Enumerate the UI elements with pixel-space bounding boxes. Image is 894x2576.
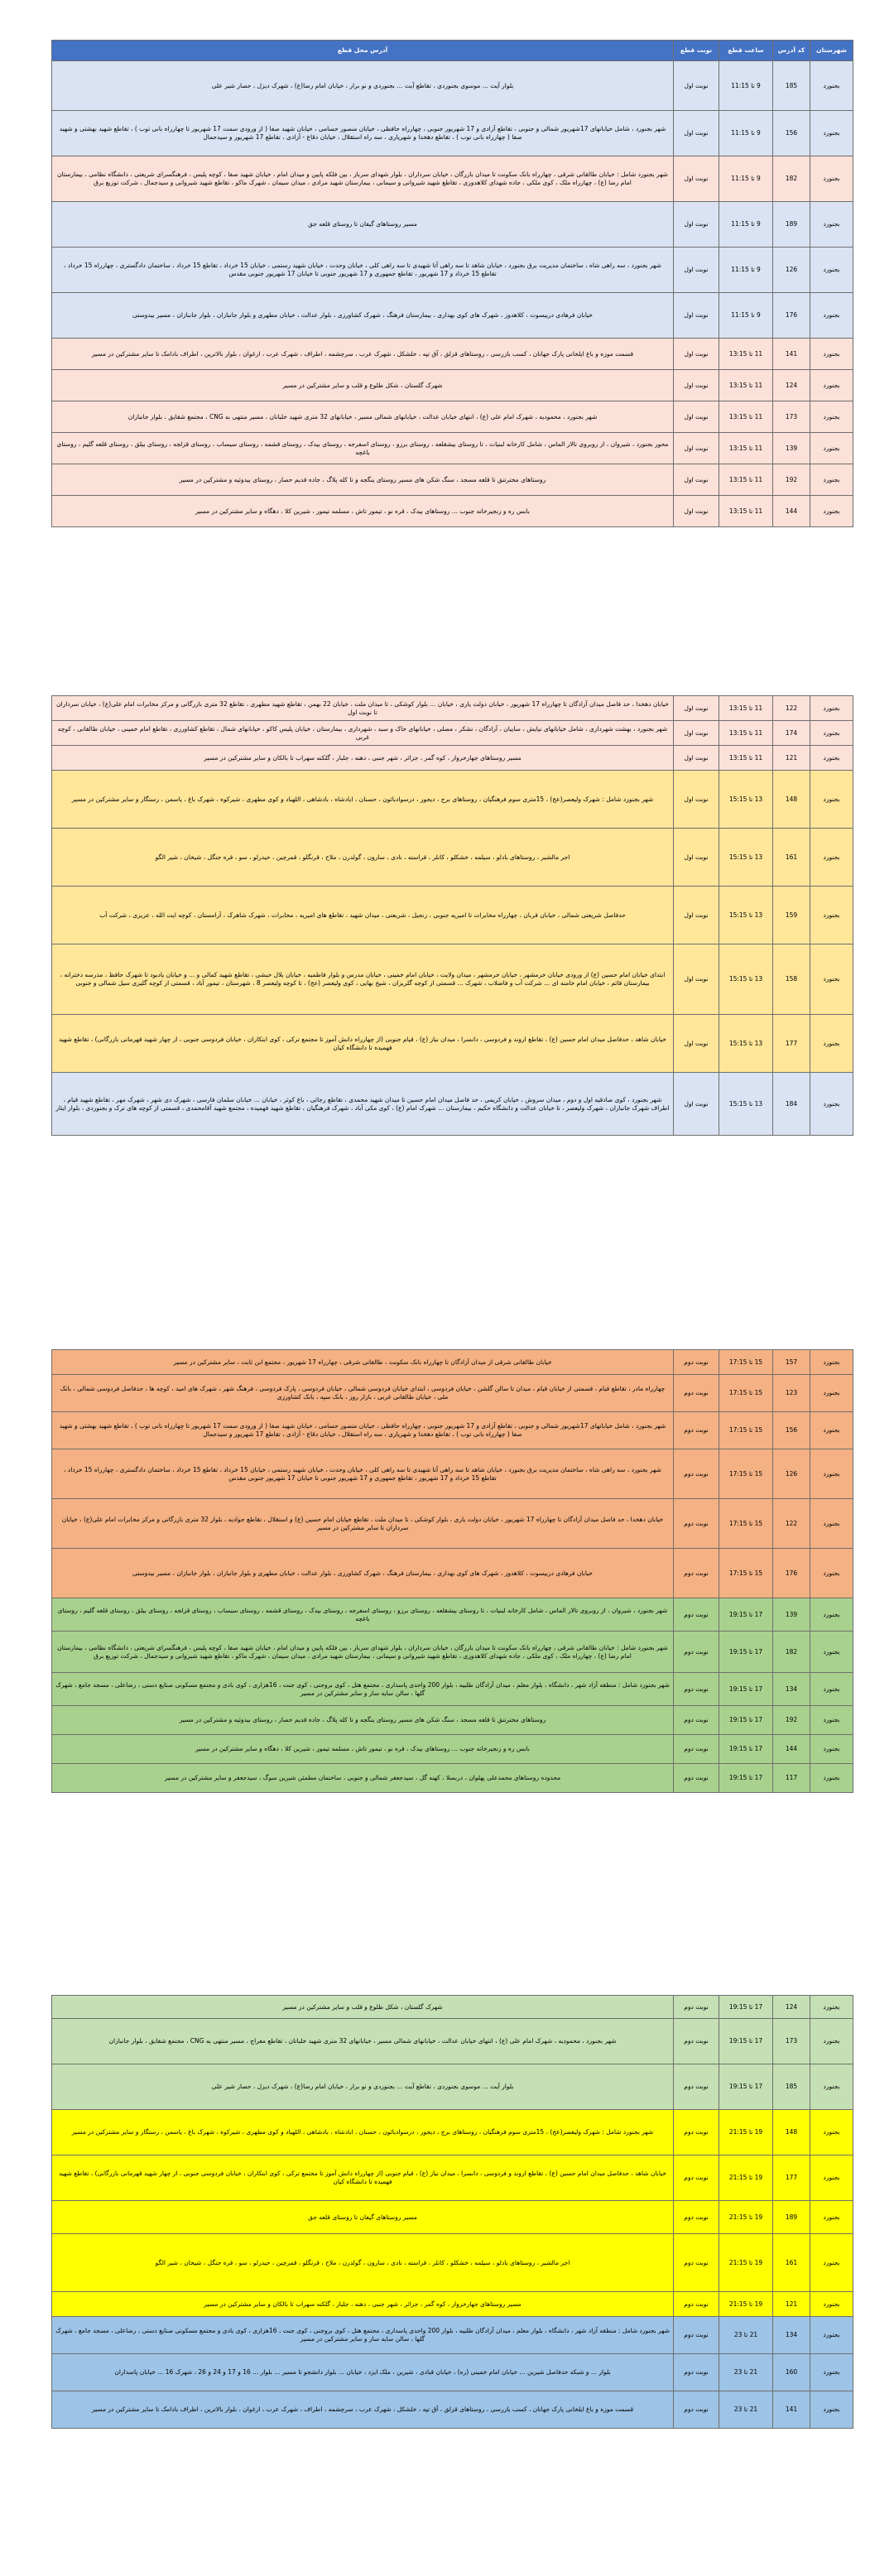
cell-city: بجنورد [810, 2292, 853, 2317]
cell-city: بجنورد [810, 2354, 853, 2391]
cell-turn: نوبت دوم [674, 2391, 719, 2429]
cell-turn: نوبت اول [674, 202, 719, 248]
cell-address: بابس ره و زنجیرخانه جنوب ... روستاهای بیدک ، قره نو ، تیمور تاش ، مسلمه تیمور ، شیرین کلا ، دهگاه و سایر مشترکین در مسیر [52, 1735, 674, 1764]
cell-address: مسیر روستاهای گیفان تا روستای قلعه جق [52, 2201, 674, 2234]
cell-city: بجنورد [810, 1073, 853, 1136]
cell-code: 185 [773, 61, 810, 111]
cell-city: بجنورد [810, 696, 853, 721]
cell-city: بجنورد [810, 1412, 853, 1449]
cell-address: شهر بجنورد شامل : شهرک ولیعصر(عج) ، 15متری سوم فرهنگیان ، روستاهای برج ، دیجور ، درسوادبائون ، حسنان ، ابادشاه ، بادشاهی ، اللهباد و کوی مطهری ، شیرکوه ، شهرک باغ ، یاسمن ، رستگار و سایر مشترکین در مسیر [52, 771, 674, 829]
table-row [52, 1350, 853, 1375]
cell-city: بجنورد [810, 1673, 853, 1706]
cell-time: 21 تا 23 [719, 2391, 773, 2429]
table-row [52, 829, 853, 887]
cell-city: بجنورد [810, 496, 853, 527]
cell-turn: نوبت دوم [674, 2234, 719, 2292]
cell-city: بجنورد [810, 156, 853, 202]
cell-code: 144 [773, 496, 810, 527]
cell-address: شهر بجنورد شامل : خیابان طالقانی شرقی ، چهارراه بانک سکونت تا میدان بازرگان ، خیابان سرداران ، بلوار شهدای سرباز ، بین فلکه پایین و میدان امام ، خیابان شهید صفا ، کوچه پلیس ، فرهنگسرای شریعتی ، دانشگاه نظامی ، بیمارستان امام رضا (ع) ، چهارراه ملک ، کوی ملکی ، جاده شهدای کلاهدوزی ، تقاطع شهید شیروانی و سیمانی ، بیمارستان شهید مرادی ، میدان سیمان ، شهرک ماکو ، تقاطع شهید شیروانی و سیدجمال ، شرکت توزیع برق [52, 156, 674, 202]
table-header-row [52, 41, 853, 61]
cell-turn: نوبت دوم [674, 2064, 719, 2110]
cell-turn: نوبت دوم [674, 1375, 719, 1412]
cell-address: خیابان فرهادی دربیسوت ، کلاهدوز ، شهرک های کوی بهداری ، بیمارستان فرهنگ ، شهرک کشاورزی ، بلوار عدالت ، خیابان مطهری و بلوار جانبازان ، بلوار جانبازان ، مسیر بیدوستی [52, 293, 674, 339]
cell-turn: نوبت دوم [674, 2019, 719, 2064]
table-row [52, 111, 853, 156]
cell-address: مسیر روستاهای جهارخروار ، کوه گمر ، جزائر ، شهر جنبی ، دهنه ، جلبار ، گلکنه سهراب تا بالکان و سایر مشترکین در مسیر [52, 2292, 674, 2317]
cell-address: مسیر روستاهای جهارخروار ، کوه گمر ، جزائر ، شهر جنبی ، دهنه ، جلبار ، گلکنه سهراب تا بالکان و سایر مشترکین در مسیر [52, 746, 674, 771]
table-row [52, 2064, 853, 2110]
cell-turn: نوبت اول [674, 370, 719, 401]
cell-address: شهر بجنورد ، سه راهی شاه ، ساختمان مدیریت برق بجنورد ، خیابان شاهد تا سه راهی آتا شهیدی تا سه راهی کلی ، خیابان وحدت ، خیابان شهید رستمی ، خیابان 15 خرداد ، تقاطع 15 خرداد ، ساختمان دادگستری ، چهارراه 15 خرداد ، تقاطع 15 خرداد و 17 شهریور ، تقاطع جمهوری و 17 شهریور جنوبی تا خیابان 17 شهریور جنوبی مقدس [52, 248, 674, 293]
cell-time: 17 تا 19:15 [719, 1673, 773, 1706]
cell-address: ابتدای خیابان امام حسین (ع) از ورودی خیابان خرمشهر ، خیابان خرمشهر ، میدان ولایت ، خیابان امام خمینی ، خیابان مدرس و بلوار فاطمیه ، خیابان بلال حبشی ، تقاطع شهید کمالی و ... و خیابان یادبود تا شهرک حافظ ، مدرسه دخترانه ، بیمارستان قائم ، خیابان امام خامنه ای ... شرکت آب و فاضلاب ، شهرک ... قسمتی از کوچه گلریزان ، شیخ بهایی ، کوی ولیعصر (عج) ، تا کوچه ولیعصر 8 ، شهرستان ، تیمور آباد ، قسمتی از کوچه گلیزی سیل شمالی و جنوبی [52, 944, 674, 1015]
cell-city: بجنورد [810, 202, 853, 248]
cell-turn: نوبت اول [674, 829, 719, 887]
table-row [52, 1996, 853, 2019]
cell-time: 15 تا 17:15 [719, 1412, 773, 1449]
cell-time: 19 تا 21:15 [719, 2201, 773, 2234]
table-row [52, 2155, 853, 2201]
cell-time: 11 تا 13:15 [719, 339, 773, 370]
table-row [52, 2019, 853, 2064]
cell-code: 177 [773, 2155, 810, 2201]
outage-table [51, 695, 853, 1136]
table-row [52, 401, 853, 433]
cell-address: محدوده روستاهای محمدعلی پهلوان ، دربسلا ، کهنه گل ، سیدجعفر شمالی و جنوبی ، ساختمان مطمئن شیرین سوگ ، سیدجعفر و سایر مشترکین در مسیر [52, 1764, 674, 1793]
cell-time: 17 تا 19:15 [719, 1764, 773, 1793]
cell-address: شهر بجنورد ، شامل خیابانهای 17شهریور شمالی و جنوبی ، تقاطع آزادی و 17 شهریور جنوبی ، چهارراه حافظی ، خیابان منصور حسامی ، خیابان شهید صفا ( از ورودی سمت 17 شهریور تا چهارراه بانی توب ) ، تقاطع شهید بهشتی و شهید صفا ( چهارراه بانی توب ) ، تقاطع دهخدا و شهریاری ، سه راه استقلال ، خیابان دقاع - آزادی ، تقاطع 17 شهریور و سیدجمال [52, 1412, 674, 1449]
cell-city: بجنورد [810, 1735, 853, 1764]
cell-city: بجنورد [810, 401, 853, 433]
cell-address: بلوار آیت ... موسوی بجنوردی ، تقاطع آیت ... بجنوردی و نو برار ، خیابان امام رضا(ع) ، شهرک دیزل ، حصار شیر علی [52, 61, 674, 111]
cell-city: بجنورد [810, 2317, 853, 2354]
cell-time: 13 تا 15:15 [719, 1015, 773, 1073]
cell-code: 173 [773, 2019, 810, 2064]
cell-turn: نوبت دوم [674, 1412, 719, 1449]
cell-city: بجنورد [810, 1015, 853, 1073]
table-row [52, 464, 853, 496]
table-row [52, 721, 853, 746]
cell-address: شهر بجنورد شامل : خیابان طالقانی شرقی ، چهارراه بانک سکونت تا میدان بازرگان ، خیابان سرداران ، بلوار شهدای سرباز ، بین فلکه پایین و میدان امام ، خیابان شهید صفا ، کوچه پلیس ، فرهنگسرای شریعتی ، دانشگاه نظامی ، بیمارستان امام رضا (ع) ، چهارراه ملک ، کوی ملکی ، جاده شهدای کلاهدوزی ، تقاطع شهید شیروانی و سیمانی ، بیمارستان شهید مرادی ، میدان سیمان ، شهرک ماکو ، تقاطع شهید شیروانی و سیدجمال ، شرکت توزیع برق [52, 1632, 674, 1673]
cell-code: 148 [773, 2110, 810, 2155]
table-row [52, 1375, 853, 1412]
cell-city: بجنورد [810, 771, 853, 829]
table-row [52, 1764, 853, 1793]
cell-address: خیابان دهخدا ، حد فاصل میدان آزادگان تا چهارراه 17 شهریور ، خیابان دولت یاری ، بلوار کوشکی ، تا میدان ملت ، تقاطع خیابان امام حسین (ع) و استقلال ، تقاطع جوادیه ، بلوار 32 متری بازرگانی و مرکز مخابرات امام علی(ع) ، خیابان سرداران تا سایر مشترکین در مسیر [52, 1499, 674, 1549]
cell-turn: نوبت اول [674, 433, 719, 464]
cell-code: 121 [773, 2292, 810, 2317]
cell-code: 173 [773, 401, 810, 433]
cell-address: محور بجنورد ، شیروان ، از روبروی تالار الماس ، شامل کارخانه لبنیات ، تا روستای بیشقلعه ، روستای برزو ، روستای اسفرجه ، روستای بیدک ، روستای قشمه ، روستای سیساب ، روستای قزلجه ، روستای بیلق ، روستای قلعه گلیم ، روستای باغچه [52, 433, 674, 464]
table-row [52, 1499, 853, 1549]
cell-time: 9 تا 11:15 [719, 293, 773, 339]
table-row [52, 202, 853, 248]
cell-turn: نوبت اول [674, 1015, 719, 1073]
cell-turn: نوبت اول [674, 339, 719, 370]
cell-code: 141 [773, 339, 810, 370]
cell-time: 11 تا 13:15 [719, 496, 773, 527]
table-row [52, 696, 853, 721]
cell-code: 189 [773, 2201, 810, 2234]
cell-time: 15 تا 17:15 [719, 1499, 773, 1549]
cell-time: 17 تا 19:15 [719, 1996, 773, 2019]
cell-city: بجنورد [810, 1706, 853, 1735]
cell-code: 182 [773, 1632, 810, 1673]
cell-city: بجنورد [810, 2391, 853, 2429]
cell-address: خیابان طالقانی شرقی از میدان آزادگان تا چهارراه بانک سکونت ، طالقانی شرقی ، چهارراه 17 شهریور ، مجتمع ابن ثابت ، سایر مشترکین در مسیر [52, 1350, 674, 1375]
cell-code: 161 [773, 2234, 810, 2292]
table-row [52, 1015, 853, 1073]
cell-code: 192 [773, 1706, 810, 1735]
cell-code: 192 [773, 464, 810, 496]
cell-time: 17 تا 19:15 [719, 1632, 773, 1673]
cell-code: 184 [773, 1073, 810, 1136]
cell-city: بجنورد [810, 721, 853, 746]
cell-code: 122 [773, 696, 810, 721]
table-row [52, 887, 853, 944]
header-address: آدرس محل قطع [52, 41, 674, 61]
cell-city: بجنورد [810, 433, 853, 464]
cell-code: 148 [773, 771, 810, 829]
cell-turn: نوبت اول [674, 248, 719, 293]
cell-time: 11 تا 13:15 [719, 433, 773, 464]
cell-city: بجنورد [810, 293, 853, 339]
cell-time: 11 تا 13:15 [719, 370, 773, 401]
table-row [52, 1735, 853, 1764]
table-row [52, 156, 853, 202]
cell-time: 17 تا 19:15 [719, 1706, 773, 1735]
cell-code: 123 [773, 1375, 810, 1412]
cell-city: بجنورد [810, 1449, 853, 1499]
cell-code: 176 [773, 1549, 810, 1598]
cell-address: روستاهای مخترتنق تا قلعه مسجد ، سنگ شکن های مسیر روستای ینگجه و تا کله پلاگ ، جاده قدیم حصار ، روستای بیدوئیه و مشترکین در مسیر [52, 464, 674, 496]
cell-address: اجر مالشیر ، روستاهای بادلو ، سیلمه ، خشکلو ، کانلر ، قراسته ، نادی ، سارون ، گولدرن ، ملاح ، قرنگلو ، قمرچین ، حیدرلو ، سو ، قره جنگل ، شیخان ، شیر الگو [52, 829, 674, 887]
cell-code: 139 [773, 1598, 810, 1632]
cell-time: 11 تا 13:15 [719, 464, 773, 496]
cell-time: 9 تا 11:15 [719, 202, 773, 248]
cell-code: 185 [773, 2064, 810, 2110]
cell-time: 17 تا 19:15 [719, 1598, 773, 1632]
cell-time: 13 تا 15:15 [719, 944, 773, 1015]
cell-code: 176 [773, 293, 810, 339]
cell-turn: نوبت اول [674, 293, 719, 339]
cell-city: بجنورد [810, 887, 853, 944]
cell-turn: نوبت دوم [674, 2201, 719, 2234]
cell-address: شهر بجنورد ، بهشت شهرداری ، شامل خیابانهای نیایش ، سایبان ، آزادگان ، تشکر ، مصلی ، خیابانهای خاک و سبد ، شهرداری ، بیمارستان ، خیابان پلیس کاکو ، خیابانهای شمال ، تقاطع کشاورزی ، تقاطع امام خمینی ، خیابان طالقانی ، کوچه غربی [52, 721, 674, 746]
cell-code: 134 [773, 2317, 810, 2354]
cell-city: بجنورد [810, 2155, 853, 2201]
cell-turn: نوبت اول [674, 887, 719, 944]
cell-code: 144 [773, 1735, 810, 1764]
cell-turn: نوبت دوم [674, 1764, 719, 1793]
cell-city: بجنورد [810, 1632, 853, 1673]
cell-city: بجنورد [810, 1764, 853, 1793]
cell-time: 15 تا 17:15 [719, 1375, 773, 1412]
cell-code: 177 [773, 1015, 810, 1073]
cell-time: 11 تا 13:15 [719, 721, 773, 746]
cell-address: شهر بجنورد ، کوی صادقیه اول و دوم ، میدان سروش ، خیابان کریمی ، حد فاصل میدان امام حسین تا میدان شهید محمدی ، تقاطع رجائی ، باغ کوثر ، خیابان ... خیابان سلمان فارسی ، شهرک دی شهر ، شهرک مهر ، تقاطع شهید قیام ، اطراف شهرک جانبازان ، شهرک ولیعصر ، تا خیابان عدالت و دانشگاه حکیم ، بیمارستان ... شهرک امام (ع) ، کوی مکی آباد ، شهرک فرهنگیان ، تقاطع شهید فهمیده ، مجتمع شهید آقامحمدی ، قسمتی از کوچه های ترک و بجنوردی ، بلوار ایثار [52, 1073, 674, 1136]
cell-time: 15 تا 17:15 [719, 1350, 773, 1375]
cell-address: قسمت موزه و باغ ایلخانی پارک جهانان ، کسب بازرسی ، روستاهای قزلق ، آق تپه ، خلشکل ، شهرک عرب ، سرچشمه ، اطراف ، شهرک عرب ، ارغوان ، بلوار بالاترین ، اطراف بادامک تا سایر مشترکین در مسیر [52, 2391, 674, 2429]
cell-turn: نوبت دوم [674, 2354, 719, 2391]
cell-city: بجنورد [810, 1499, 853, 1549]
cell-turn: نوبت دوم [674, 1350, 719, 1375]
table-row [52, 61, 853, 111]
cell-time: 15 تا 17:15 [719, 1449, 773, 1499]
cell-code: 189 [773, 202, 810, 248]
cell-city: بجنورد [810, 1375, 853, 1412]
cell-address: شهرک گلستان ، شکل طلوع و قلب و سایر مشترکین در مسیر [52, 1996, 674, 2019]
cell-code: 124 [773, 370, 810, 401]
table-row [52, 2317, 853, 2354]
cell-address: شهرک گلستان ، شکل طلوع و قلب و سایر مشترکین در مسیر [52, 370, 674, 401]
cell-turn: نوبت اول [674, 401, 719, 433]
cell-city: بجنورد [810, 829, 853, 887]
table-row [52, 2354, 853, 2391]
cell-city: بجنورد [810, 248, 853, 293]
table-row [52, 1073, 853, 1136]
cell-code: 126 [773, 1449, 810, 1499]
table-row [52, 2391, 853, 2429]
cell-time: 19 تا 21:15 [719, 2234, 773, 2292]
cell-turn: نوبت دوم [674, 2292, 719, 2317]
table-row [52, 248, 853, 293]
cell-address: شهر بجنورد ، محمودیه ، شهرک امام علی (ع) ، انتهای خیابان عدالت ، خیابانهای شمالی مسیر ، خیابانهای 32 متری شهید خلبانان ، تقاطع معراج ، مسیر منتهی به CNG ، مجتمع شقایق ، بلوار جانبازان [52, 2019, 674, 2064]
cell-turn: نوبت دوم [674, 1598, 719, 1632]
cell-code: 122 [773, 1499, 810, 1549]
header-code: کد آدرس [773, 41, 810, 61]
cell-city: بجنورد [810, 2110, 853, 2155]
table-row [52, 1412, 853, 1449]
table-row [52, 944, 853, 1015]
table-row [52, 2201, 853, 2234]
cell-city: بجنورد [810, 746, 853, 771]
outage-table [51, 1995, 853, 2429]
cell-city: بجنورد [810, 2234, 853, 2292]
cell-turn: نوبت دوم [674, 2155, 719, 2201]
cell-turn: نوبت اول [674, 746, 719, 771]
cell-code: 126 [773, 248, 810, 293]
cell-code: 139 [773, 433, 810, 464]
table-row [52, 2234, 853, 2292]
cell-code: 121 [773, 746, 810, 771]
cell-turn: نوبت دوم [674, 2110, 719, 2155]
cell-time: 9 تا 11:15 [719, 248, 773, 293]
cell-address: روستاهای مخترتنق تا قلعه مسجد ، سنگ شکن های مسیر روستای ینگجه و تا کله پلاگ ، جاده قدیم حصار ، روستای بیدوئیه و مشترکین در مسیر [52, 1706, 674, 1735]
cell-code: 160 [773, 2354, 810, 2391]
cell-time: 11 تا 13:15 [719, 746, 773, 771]
cell-turn: نوبت اول [674, 1073, 719, 1136]
cell-city: بجنورد [810, 944, 853, 1015]
cell-time: 11 تا 13:15 [719, 401, 773, 433]
cell-time: 19 تا 21:15 [719, 2155, 773, 2201]
cell-code: 158 [773, 944, 810, 1015]
table-row [52, 1673, 853, 1706]
cell-address: شهر بجنورد ، شیروان ، از روبروی تالار الماس ، شامل کارخانه لبنیات ، تا روستای بیشقلعه ، روستای برزو ، روستای اسفرجه ، روستای بیدک ، روستای قشمه ، روستای سیساب ، روستای قزلجه ، روستای بیلق ، روستای قلعه گلیم ، روستای باغچه [52, 1598, 674, 1632]
cell-time: 15 تا 17:15 [719, 1549, 773, 1598]
cell-city: بجنورد [810, 1350, 853, 1375]
table-row [52, 1549, 853, 1598]
cell-city: بجنورد [810, 1598, 853, 1632]
cell-code: 159 [773, 887, 810, 944]
cell-turn: نوبت دوم [674, 1706, 719, 1735]
cell-code: 161 [773, 829, 810, 887]
cell-city: بجنورد [810, 2064, 853, 2110]
cell-city: بجنورد [810, 339, 853, 370]
cell-code: 134 [773, 1673, 810, 1706]
cell-time: 13 تا 15:15 [719, 887, 773, 944]
cell-turn: نوبت دوم [674, 1449, 719, 1499]
cell-address: خیابان فرهادی دربیسوت ، کلاهدوز ، شهرک های کوی بهداری ، بیمارستان فرهنگ ، شهرک کشاورزی ، بلوار عدالت ، خیابان مطهری و بلوار جانبازان ، بلوار جانبازان ، مسیر بیدوستی [52, 1549, 674, 1598]
cell-code: 174 [773, 721, 810, 746]
cell-turn: نوبت اول [674, 771, 719, 829]
cell-turn: نوبت اول [674, 156, 719, 202]
table-row [52, 1449, 853, 1499]
table-row [52, 293, 853, 339]
outage-table [51, 40, 853, 527]
cell-turn: نوبت دوم [674, 1735, 719, 1764]
cell-time: 21 تا 23 [719, 2354, 773, 2391]
cell-time: 19 تا 21:15 [719, 2110, 773, 2155]
cell-turn: نوبت دوم [674, 2317, 719, 2354]
cell-turn: نوبت اول [674, 61, 719, 111]
cell-code: 182 [773, 156, 810, 202]
cell-turn: نوبت اول [674, 111, 719, 156]
table-row [52, 1598, 853, 1632]
cell-address: اجر مالشیر ، روستاهای بادلو ، سیلمه ، خشکلو ، کانلر ، قراسته ، نادی ، سارون ، گولدرن ، ملاح ، قرنگلو ، قمرچین ، حیدرلو ، سو ، قره جنگل ، شیخان ، شیر الگو [52, 2234, 674, 2292]
cell-address: شهر بجنورد ، شامل خیابانهای 17شهریور شمالی و جنوبی ، تقاطع آزادی و 17 شهریور جنوبی ، چهارراه حافظی ، خیابان منصور حسامی ، خیابان شهید صفا ( از ورودی سمت 17 شهریور تا چهارراه بانی توب ) ، تقاطع شهید بهشتی و شهید صفا ( چهارراه بانی توب ) ، تقاطع دهخدا و شهریاری ، سه راه استقلال ، خیابان دقاع - آزادی ، تقاطع 17 شهریور و سیدجمال [52, 111, 674, 156]
cell-turn: نوبت دوم [674, 1499, 719, 1549]
cell-city: بجنورد [810, 1549, 853, 1598]
table-row [52, 2292, 853, 2317]
cell-time: 13 تا 15:15 [719, 1073, 773, 1136]
header-turn: نوبت قطع [674, 41, 719, 61]
table-row [52, 746, 853, 771]
cell-time: 11 تا 13:15 [719, 696, 773, 721]
cell-address: حدفاصل شریعتی شمالی ، خیابان قربان ، چهارراه مخابرات تا امیریه جنوبی ، زنجیل ، شریعتی ، میدان شهید ، تقاطع های امیریه ، مخابرات ، شهرک شاهرک ، آرامستان ، کوچه ایت الله ، عزیزی ، شرکت آب [52, 887, 674, 944]
cell-city: بجنورد [810, 1996, 853, 2019]
cell-address: شهر بجنورد شامل : منطقه آزاد شهر ، دانشگاه ، بلوار معلم ، میدان آزادگان طلبیه ، بلوار 200 واحدی پاسداری ، مجتمع هتل ، کوی بروجنی ، کوی جنت ، 16هزاری ، کوی بادی و مجتمع مسکونی صنایع دستی ، رضاعلی ، مسجد جامع ، شهرک گلها ، سالن سایه ساز و سایر مشترکین در مسیر [52, 2317, 674, 2354]
header-time: ساعت قطع [719, 41, 773, 61]
table-row [52, 1706, 853, 1735]
cell-turn: نوبت اول [674, 496, 719, 527]
cell-city: بجنورد [810, 61, 853, 111]
outage-table [51, 1349, 853, 1793]
cell-time: 9 تا 11:15 [719, 61, 773, 111]
cell-address: شهر بجنورد شامل : شهرک ولیعصر(عج) ، 15متری سوم فرهنگیان ، روستاهای برج ، دیجور ، درسوادبائون ، حسنان ، ابادشاه ، بادشاهی ، اللهباد و کوی مطهری ، شیرکوه ، شهرک باغ ، یاسمن ، رستگار و سایر مشترکین در مسیر [52, 2110, 674, 2155]
cell-code: 117 [773, 1764, 810, 1793]
cell-time: 13 تا 15:15 [719, 829, 773, 887]
cell-turn: نوبت دوم [674, 1549, 719, 1598]
cell-turn: نوبت اول [674, 696, 719, 721]
cell-address: چهارراه مادر ، تقاطع قیام ، قسمتی از خیابان قیام ، میدان تا سالن گلشن ، خیابان فردوسی ، ابتدای خیابان فردوسی شمالی ، خیابان فردوسی ، پارک فردوسی ، فرهنگ شهر ، شهرک های امید ، کوچه ها ، حدفاصل فردوسی شمالی ، بانک ملی ، خیابان طالقانی غربی ، بازار روز ، بانک سپه ، بانک کشاورزی [52, 1375, 674, 1412]
cell-address: بلوار آیت ... موسوی بجنوردی ، تقاطع آیت ... بجنوردی و نو برار ، خیابان امام رضا(ع) ، شهرک دیزل ، حصار شیر علی [52, 2064, 674, 2110]
cell-address: مسیر روستاهای گیفان تا روستای قلعه جق [52, 202, 674, 248]
cell-turn: نوبت اول [674, 944, 719, 1015]
cell-address: بلوار ... و شبکه حدفاصل شیرین ... خیابان امام خمینی (ره) ، خیابان قبادی ، شیرین ، ملک ایزد ، خیابان ... بلوار دانشجو تا مسیر ... بلوار ... 16 و 17 و 24 و 26 ، شهرک 16 ... خیابان پاسداران [52, 2354, 674, 2391]
cell-time: 21 تا 23 [719, 2317, 773, 2354]
cell-city: بجنورد [810, 111, 853, 156]
cell-address: قسمت موزه و باغ ایلخانی پارک جهانان ، کسب بازرسی ، روستاهای قزلق ، آق تپه ، خلشکل ، شهرک عرب ، سرچشمه ، اطراف ، شهرک عرب ، ارغوان ، بلوار بالاترین ، اطراف بادامک تا سایر مشترکین در مسیر [52, 339, 674, 370]
cell-address: شهر بجنورد ، محمودیه ، شهرک امام علی (ع) ، انتهای خیابان عدالت ، خیابانهای شمالی مسیر ، خیابانهای 32 متری شهید خلبانان ، مسیر منتهی به CNG ، مجتمع شقایق ، بلوار جانبازان [52, 401, 674, 433]
cell-time: 9 تا 11:15 [719, 156, 773, 202]
cell-code: 124 [773, 1996, 810, 2019]
cell-address: شهر بجنورد شامل : منطقه آزاد شهر ، دانشگاه ، بلوار معلم ، میدان آزادگان طلبیه ، بلوار 200 واحدی پاسداری ، مجتمع هتل ، کوی بروجنی ، کوی جنت ، 16هزاری ، کوی بادی و مجتمع مسکونی صنایع دستی ، رضاعلی ، مسجد جامع ، شهرک گلها ، سالن سایه ساز و سایر مشترکین در مسیر [52, 1673, 674, 1706]
cell-city: بجنورد [810, 2201, 853, 2234]
cell-time: 17 تا 19:15 [719, 1735, 773, 1764]
table-row [52, 496, 853, 527]
cell-code: 156 [773, 1412, 810, 1449]
table-row [52, 2110, 853, 2155]
table-row [52, 771, 853, 829]
cell-turn: نوبت اول [674, 721, 719, 746]
cell-address: خیابان شاهد ، حدفاصل میدان امام حسین (ع) ، تقاطع اروند و فردوسی ، دانسرا ، میدان نیاز (ع) ، قیام جنوبی (از چهارراه دانش آموز تا مجتمع ترکی ، کوی ابتکاران ، خیابان فردوسی جنوبی ، از چهار شهید قهرمانی بازرگانی) ، تقاطع شهید فهمیده تا دانشگاه کیان [52, 1015, 674, 1073]
cell-turn: نوبت اول [674, 464, 719, 496]
table-row [52, 433, 853, 464]
table-row [52, 1632, 853, 1673]
cell-city: بجنورد [810, 2019, 853, 2064]
cell-address: شهر بجنورد ، سه راهی شاه ، ساختمان مدیریت برق بجنورد ، خیابان شاهد تا سه راهی آتا شهیدی تا سه راهی کلی ، خیابان وحدت ، خیابان شهید رستمی ، خیابان 15 خرداد ، تقاطع 15 خرداد ، ساختمان دادگستری ، چهارراه 15 خرداد ، تقاطع 15 خرداد و 17 شهریور ، تقاطع جمهوری و 17 شهریور جنوبی تا خیابان 17 شهریور جنوبی مقدس [52, 1449, 674, 1499]
cell-time: 13 تا 15:15 [719, 771, 773, 829]
cell-address: بابس ره و زنجیرخانه جنوب ... روستاهای بیدک ، قره نو ، تیمور تاش ، مسلمه تیمور ، شیرین کلا ، دهگاه و سایر مشترکین در مسیر [52, 496, 674, 527]
cell-address: خیابان دهخدا ، حد فاصل میدان آزادگان تا چهارراه 17 شهریور ، خیابان دولت یاری ، خیابان ... بلوار کوشکی ، تا میدان ملت ، خیابان 22 بهمن ، تقاطع شهید مطهری ، تقاطع 32 متری بازرگانی و مرکز مخابرات امام علی(ع) ، خیابان سرداران تا نوبت اول [52, 696, 674, 721]
cell-time: 9 تا 11:15 [719, 111, 773, 156]
cell-turn: نوبت دوم [674, 1632, 719, 1673]
cell-turn: نوبت دوم [674, 1996, 719, 2019]
cell-code: 156 [773, 111, 810, 156]
cell-code: 157 [773, 1350, 810, 1375]
cell-time: 17 تا 19:15 [719, 2064, 773, 2110]
cell-turn: نوبت دوم [674, 1673, 719, 1706]
header-city: شهرستان [810, 41, 853, 61]
table-row [52, 370, 853, 401]
cell-address: خیابان شاهد ، حدفاصل میدان امام حسین (ع) ، تقاطع اروند و فردوسی ، دانسرا ، میدان نیاز (ع) ، قیام جنوبی (از چهارراه دانش آموز تا مجتمع ترکی ، کوی ابتکاران ، خیابان فردوسی جنوبی ، از چهار شهید قهرمانی بازرگانی) ، تقاطع شهید فهمیده تا دانشگاه کیان [52, 2155, 674, 2201]
cell-city: بجنورد [810, 370, 853, 401]
table-row [52, 339, 853, 370]
cell-time: 19 تا 21:15 [719, 2292, 773, 2317]
cell-time: 17 تا 19:15 [719, 2019, 773, 2064]
cell-code: 141 [773, 2391, 810, 2429]
cell-city: بجنورد [810, 464, 853, 496]
